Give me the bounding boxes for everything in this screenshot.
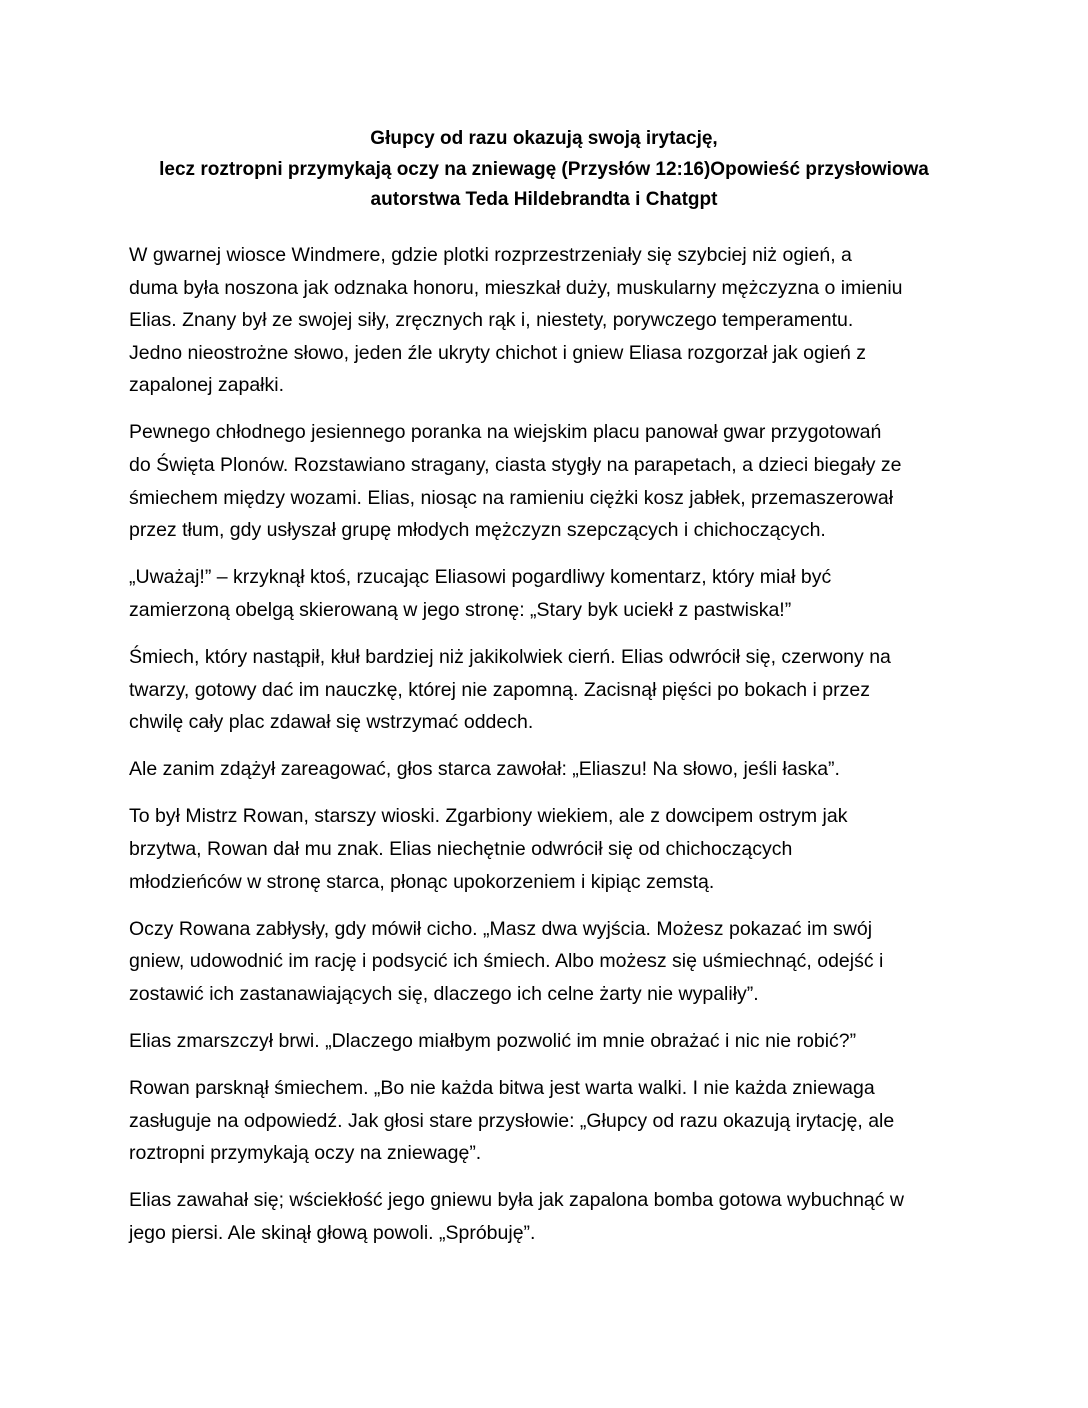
text-line: śmiechem między wozami. Elias, niosąc na ramieniu ciężki kosz jabłek, przemaszerował <box>129 486 894 509</box>
text-line: gniew, udowodnić im rację i podsycić ich śmiech. Albo możesz się uśmiechnąć, odejść i <box>129 950 884 973</box>
text-line: Oczy Rowana zabłysły, gdy mówił cicho. „Masz dwa wyjścia. Możesz pokazać im swój <box>129 917 873 940</box>
text-line: Elias. Znany był ze swojej siły, zręcznych rąk i, niestety, porywczego temperamentu. <box>129 309 854 332</box>
text-line: zamierzoną obelgą skierowaną w jego stronę: „Stary byk uciekł z pastwiska!” <box>129 598 792 621</box>
text-line: zostawić ich zastanawiających się, dlaczego ich celne żarty nie wypaliły”. <box>129 982 759 1005</box>
paragraph <box>129 1025 969 1058</box>
text-line: duma była noszona jak odznaka honoru, mieszkał duży, muskularny mężczyzna o imieniu <box>129 276 903 299</box>
text-line: młodzieńców w stronę starca, płonąc upokorzeniem i kipiąc zemstą. <box>129 870 715 893</box>
text-line: roztropni przymykają oczy na zniewagę”. <box>129 1142 482 1165</box>
paragraph <box>129 1184 969 1249</box>
text-line: przez tłum, gdy usłyszał grupę młodych mężczyzn szepczących i chichoczących. <box>129 519 826 542</box>
text-line: Pewnego chłodnego jesiennego poranka na wiejskim placu panował gwar przygotowań <box>129 421 882 444</box>
paragraph <box>129 416 969 546</box>
text-line: do Święta Plonów. Rozstawiano stragany, ciasta stygły na parapetach, a dzieci biegały ze <box>129 454 902 477</box>
text-line: Jedno nieostrożne słowo, jeden źle ukryty chichot i gniew Eliasa rozgorzał jak ogień z <box>129 341 867 364</box>
text-line: To był Mistrz Rowan, starszy wioski. Zgarbiony wiekiem, ale z dowcipem ostrym jak <box>129 805 848 828</box>
text-line: brzytwa, Rowan dał mu znak. Elias niechętnie odwrócił się od chichoczących <box>129 838 793 860</box>
paragraph <box>129 800 969 898</box>
title-line: lecz roztropni przymykają oczy na zniewagę (Przysłów 12:16)Opowieść przysłowiowa <box>159 158 929 180</box>
text-line: W gwarnej wiosce Windmere, gdzie plotki rozprzestrzeniały się szybciej niż ogień, a <box>129 244 852 266</box>
paragraph <box>129 561 969 626</box>
paragraph <box>129 641 969 739</box>
text-line: Śmiech, który nastąpił, kłuł bardziej niż jakikolwiek cierń. Elias odwrócił się, czerwony na <box>129 646 891 669</box>
text-line: Elias zawahał się; wściekłość jego gniewu była jak zapalona bomba gotowa wybuchnąć w <box>129 1189 905 1212</box>
paragraph <box>129 239 969 402</box>
document-title <box>120 124 968 216</box>
text-line: chwilę cały plac zdawał się wstrzymać oddech. <box>129 711 534 734</box>
text-line: twarzy, gotowy dać im nauczkę, której nie zapomną. Zacisnął pięści po bokach i przez <box>129 678 870 701</box>
text-line: Rowan parsknął śmiechem. „Bo nie każda bitwa jest warta walki. I nie każda zniewaga <box>129 1077 875 1100</box>
title-line: autorstwa Teda Hildebrandta i Chatgpt <box>370 189 718 210</box>
title-line: Głupcy od razu okazują swoją irytację, <box>370 128 718 149</box>
paragraph <box>129 913 969 1011</box>
paragraph <box>129 753 969 786</box>
text-line: Ale zanim zdążył zareagować, głos starca zawołał: „Eliaszu! Na słowo, jeśli łaska”. <box>129 758 840 781</box>
text-line: zapalonej zapałki. <box>129 374 285 397</box>
text-line: Elias zmarszczył brwi. „Dlaczego miałbym pozwolić im mnie obrażać i nic nie robić?” <box>129 1029 857 1052</box>
text-line: zasługuje na odpowiedź. Jak głosi stare przysłowie: „Głupcy od razu okazują irytację, ale <box>129 1109 895 1132</box>
document-body <box>129 239 969 1264</box>
paragraph <box>129 1072 969 1170</box>
text-line: jego piersi. Ale skinął głową powoli. „Spróbuję”. <box>129 1221 536 1244</box>
text-line: „Uważaj!” – krzyknął ktoś, rzucając Eliasowi pogardliwy komentarz, który miał być <box>129 566 832 589</box>
